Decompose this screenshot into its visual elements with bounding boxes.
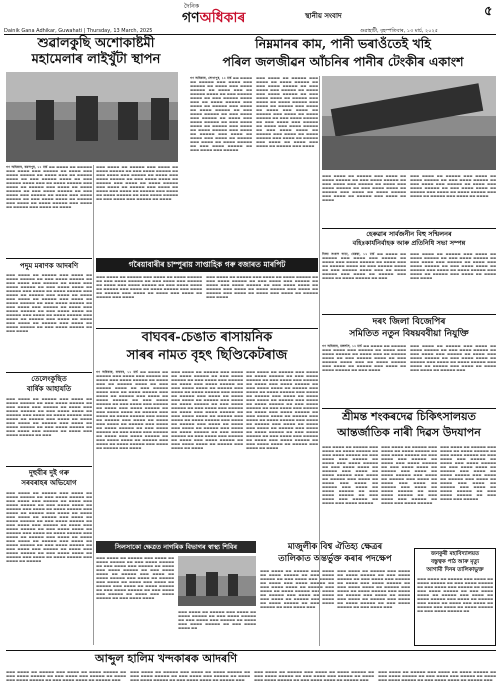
story5-headline-line2: সাৰৰ নামত বৃহৎ ছিণ্ডিকেটৰাজ <box>126 348 288 363</box>
section-name: স্থানীয় সংবাদ <box>305 12 342 20</box>
story2-headline-line2: পৰিল জলজীৱন আঁচনিৰ পানীৰ টেংকীৰ একাংশ <box>222 54 464 69</box>
side1-top-rule <box>6 258 92 259</box>
page-number: ৫ <box>484 4 493 19</box>
side3-headline-line1: দুহুবীৰ দুই গৰু <box>28 468 70 477</box>
story2-photo <box>322 76 496 170</box>
story4-body-col1: ▬▬▬ ▬▬▬▬ ▬▬ ▬▬▬▬▬ ▬▬▬ ▬▬▬▬ ▬▬ ▬▬▬▬ ▬▬▬▬▬ ▬▬ ▬▬▬ ▬▬▬▬ ▬▬▬▬▬ ▬▬ ▬▬▬ ▬▬▬▬ ▬▬▬ ▬▬▬▬▬ ▬▬ ▬▬▬▬ ▬▬▬ ▬▬▬▬ ▬▬▬▬▬ ▬▬ ▬▬▬ ▬▬▬▬ ▬▬▬▬ ▬▬ ▬▬▬▬▬ ▬▬▬ ▬▬▬▬ ▬▬ ▬▬▬▬ ▬▬▬▬▬ ▬▬▬ ▬▬▬▬ ▬▬ ▬▬▬▬▬ ▬▬▬ ▬▬▬▬ ▬▬ ▬▬▬▬ ▬▬▬ ▬▬▬▬ ▬▬ ▬▬▬▬▬ ▬▬▬ ▬▬▬▬ <box>96 275 202 299</box>
story8-photo <box>178 556 256 606</box>
story7-body-col3: ▬▬▬ ▬▬▬▬ ▬▬ ▬▬▬▬▬ ▬▬▬ ▬▬▬▬ ▬▬ ▬▬▬▬ ▬▬▬▬▬ ▬▬ ▬▬▬ ▬▬▬▬ ▬▬▬▬▬ ▬▬ ▬▬▬ ▬▬▬▬ ▬▬▬ ▬▬▬▬▬ ▬▬ ▬▬▬▬ ▬▬▬ ▬▬▬▬ ▬▬▬▬▬ ▬▬ ▬▬▬ ▬▬▬▬ ▬▬▬▬ ▬▬ ▬▬▬▬▬ ▬▬▬ ▬▬▬▬ ▬▬ ▬▬▬▬ ▬▬▬▬▬ ▬▬▬ ▬▬▬▬ ▬▬ ▬▬▬▬▬ ▬▬▬ ▬▬▬▬ ▬▬ ▬▬▬▬ ▬▬▬ ▬▬▬▬ ▬▬ ▬▬▬▬▬ ▬▬▬ ▬▬▬▬ ▬▬ ▬▬▬▬ ▬▬▬▬▬ ▬▬ ▬▬▬ ▬▬▬▬ ▬▬▬▬▬ ▬▬ ▬▬▬ ▬▬▬▬ ▬▬▬ ▬▬▬▬▬ <box>440 445 496 501</box>
story5-body-col3: ▬▬▬ ▬▬▬▬ ▬▬ ▬▬▬▬▬ ▬▬▬ ▬▬▬▬ ▬▬ ▬▬▬▬ ▬▬▬▬▬ ▬▬ ▬▬▬ ▬▬▬▬ ▬▬▬▬▬ ▬▬ ▬▬▬ ▬▬▬▬ ▬▬▬ ▬▬▬▬▬ ▬▬ ▬▬▬▬ ▬▬▬ ▬▬▬▬ ▬▬▬▬▬ ▬▬ ▬▬▬ ▬▬▬▬ ▬▬▬▬ ▬▬ ▬▬▬▬▬ ▬▬▬ ▬▬▬▬ ▬▬ ▬▬▬▬ ▬▬▬▬▬ ▬▬▬ ▬▬▬▬ ▬▬ ▬▬▬▬▬ ▬▬▬ ▬▬▬▬ ▬▬ ▬▬▬▬ ▬▬▬ ▬▬▬▬ ▬▬ ▬▬▬▬▬ ▬▬▬ ▬▬▬▬ ▬▬ ▬▬▬▬ ▬▬▬▬▬ ▬▬ ▬▬▬ ▬▬▬▬ ▬▬▬▬▬ ▬▬ ▬▬▬ ▬▬▬▬ ▬▬▬ ▬▬▬▬▬ ▬▬ ▬▬▬▬ ▬▬▬ ▬▬▬▬ ▬▬▬▬▬ ▬▬ ▬▬▬ ▬▬▬▬ ▬▬▬▬ ▬▬ ▬▬▬▬▬ ▬▬▬ ▬▬▬▬ ▬▬ ▬▬▬▬ ▬▬▬▬▬ ▬▬▬ ▬▬▬▬ ▬▬ ▬▬▬▬▬ ▬▬▬ ▬▬▬▬ ▬▬ ▬▬▬▬ ▬▬▬ ▬▬▬▬ ▬▬ ▬▬▬▬▬ ▬▬▬ ▬▬▬▬ ▬▬ ▬▬▬▬ ▬▬▬▬▬ ▬▬ ▬▬▬ ▬▬▬▬ ▬▬▬▬▬ ▬▬ ▬▬▬ ▬▬▬▬ ▬▬▬ ▬▬▬▬▬ ▬▬ ▬▬▬▬ ▬▬▬ ▬▬▬▬ ▬▬▬▬▬ ▬▬ ▬▬▬ ▬▬▬▬ ▬▬▬▬ ▬▬ ▬▬▬▬▬ ▬▬▬ ▬▬▬▬ ▬▬ ▬▬▬▬ <box>246 370 318 450</box>
side2-body: ▬▬▬ ▬▬▬▬ ▬▬ ▬▬▬▬▬ ▬▬▬ ▬▬▬▬ ▬▬ ▬▬▬▬ ▬▬▬▬▬ ▬▬ ▬▬▬ ▬▬▬▬ ▬▬▬▬▬ ▬▬ ▬▬▬ ▬▬▬▬ ▬▬▬ ▬▬▬▬▬ ▬▬ ▬▬▬▬ ▬▬▬ ▬▬▬▬ ▬▬▬▬▬ ▬▬ ▬▬▬ ▬▬▬▬ ▬▬▬▬ ▬▬ ▬▬▬▬▬ ▬▬▬ ▬▬▬▬ ▬▬ ▬▬▬▬ ▬▬▬▬▬ ▬▬▬ ▬▬▬▬ ▬▬ ▬▬▬▬▬ ▬▬▬ ▬▬▬▬ ▬▬ ▬▬▬▬ ▬▬▬ ▬▬▬▬ ▬▬ ▬▬▬▬▬ ▬▬▬ ▬▬▬▬ ▬▬ ▬▬▬▬ ▬▬▬▬▬ ▬▬ ▬▬▬ ▬▬▬▬ ▬▬▬▬▬ ▬▬ ▬▬▬ ▬▬▬▬ ▬▬▬ ▬▬▬▬▬ ▬▬ ▬▬▬▬ ▬▬▬ ▬▬▬▬ ▬▬▬▬▬ ▬▬ ▬▬▬ <box>6 397 92 437</box>
column-rule-1 <box>93 165 94 645</box>
story10-body-col1: ▬▬▬ ▬▬▬▬ ▬▬ ▬▬▬▬▬ ▬▬▬ ▬▬▬▬ ▬▬ ▬▬▬▬ ▬▬▬▬▬ ▬▬ ▬▬▬ ▬▬▬▬ ▬▬▬▬▬ ▬▬ ▬▬▬ ▬▬▬▬ ▬▬▬ ▬▬▬▬▬ ▬▬ ▬▬▬▬ ▬▬▬ ▬▬▬▬ ▬▬▬▬▬ ▬▬ ▬▬▬ ▬▬▬▬ ▬▬▬▬ ▬▬ ▬▬▬▬▬ ▬▬▬ <box>6 670 126 682</box>
story2-body-col3: ▬▬▬ ▬▬▬▬ ▬▬ ▬▬▬▬▬ ▬▬▬ ▬▬▬▬ ▬▬ ▬▬▬▬ ▬▬▬▬▬ ▬▬ ▬▬▬ ▬▬▬▬ ▬▬▬▬▬ ▬▬ ▬▬▬ ▬▬▬▬ ▬▬▬ ▬▬▬▬▬ ▬▬ ▬▬▬▬ ▬▬▬ ▬▬▬▬ ▬▬▬▬▬ ▬▬ ▬▬▬ ▬▬▬▬ ▬▬▬▬ ▬▬ ▬▬▬▬▬ ▬▬▬ ▬▬▬▬ ▬▬ ▬▬▬▬ ▬▬▬▬▬ ▬▬▬ ▬▬▬▬ ▬▬ ▬▬▬▬▬ ▬▬▬ ▬▬▬▬ ▬▬ ▬▬▬▬ <box>322 174 406 202</box>
story10-top-rule <box>6 650 496 651</box>
side1-body: ▬▬▬ ▬▬▬▬ ▬▬ ▬▬▬▬▬ ▬▬▬ ▬▬▬▬ ▬▬ ▬▬▬▬ ▬▬▬▬▬ ▬▬ ▬▬▬ ▬▬▬▬ ▬▬▬▬▬ ▬▬ ▬▬▬ ▬▬▬▬ ▬▬▬ ▬▬▬▬▬ ▬▬ ▬▬▬▬ ▬▬▬ ▬▬▬▬ ▬▬▬▬▬ ▬▬ ▬▬▬ ▬▬▬▬ ▬▬▬▬ ▬▬ ▬▬▬▬▬ ▬▬▬ ▬▬▬▬ ▬▬ ▬▬▬▬ ▬▬▬▬▬ ▬▬▬ ▬▬▬▬ ▬▬ ▬▬▬▬▬ ▬▬▬ ▬▬▬▬ ▬▬ ▬▬▬▬ ▬▬▬ ▬▬▬▬ ▬▬ ▬▬▬▬▬ ▬▬▬ ▬▬▬▬ ▬▬ ▬▬▬▬ ▬▬▬▬▬ ▬▬ ▬▬▬ ▬▬▬▬ ▬▬▬▬▬ ▬▬ ▬▬▬ ▬▬▬▬ ▬▬▬ ▬▬▬▬▬ ▬▬ ▬▬▬▬ ▬▬▬ ▬▬▬▬ ▬▬▬▬▬ ▬▬ ▬▬▬ ▬▬▬▬ ▬▬▬▬ ▬▬ ▬▬▬▬▬ ▬▬▬ ▬▬▬▬ ▬▬ ▬▬▬▬ ▬▬▬▬▬ ▬▬▬ ▬▬▬▬ ▬▬ ▬▬▬▬▬ ▬▬▬ ▬▬▬▬ ▬▬ ▬▬▬▬ ▬▬▬ ▬▬▬▬ ▬▬ ▬▬▬▬▬ ▬▬▬ ▬▬▬▬ ▬▬ ▬▬▬▬ ▬▬▬▬▬ ▬▬ ▬▬▬ ▬▬▬▬ ▬▬▬▬▬ ▬▬ ▬▬▬ ▬▬▬▬ <box>6 273 92 333</box>
story7-body-col2: ▬▬▬ ▬▬▬▬ ▬▬ ▬▬▬▬▬ ▬▬▬ ▬▬▬▬ ▬▬ ▬▬▬▬ ▬▬▬▬▬ ▬▬ ▬▬▬ ▬▬▬▬ ▬▬▬▬▬ ▬▬ ▬▬▬ ▬▬▬▬ ▬▬▬ ▬▬▬▬▬ ▬▬ ▬▬▬▬ ▬▬▬ ▬▬▬▬ ▬▬▬▬▬ ▬▬ ▬▬▬ ▬▬▬▬ ▬▬▬▬ ▬▬ ▬▬▬▬▬ ▬▬▬ ▬▬▬▬ ▬▬ ▬▬▬▬ ▬▬▬▬▬ ▬▬▬ ▬▬▬▬ ▬▬ ▬▬▬▬▬ ▬▬▬ ▬▬▬▬ ▬▬ ▬▬▬▬ ▬▬▬ ▬▬▬▬ ▬▬ ▬▬▬▬▬ ▬▬▬ ▬▬▬▬ ▬▬ ▬▬▬▬ ▬▬▬▬▬ ▬▬ ▬▬▬ ▬▬▬▬ ▬▬▬▬▬ ▬▬ ▬▬▬ ▬▬▬▬ ▬▬▬ ▬▬▬▬▬ ▬▬ ▬▬▬▬ ▬▬▬ ▬▬▬▬ ▬▬▬▬▬ <box>381 445 437 505</box>
masthead-rule <box>4 34 496 35</box>
story10-body-col4: ▬▬▬ ▬▬▬▬ ▬▬ ▬▬▬▬▬ ▬▬▬ ▬▬▬▬ ▬▬ ▬▬▬▬ ▬▬▬▬▬ ▬▬ ▬▬▬ ▬▬▬▬ ▬▬▬▬▬ ▬▬ ▬▬▬ ▬▬▬▬ ▬▬▬ ▬▬▬▬▬ ▬▬ ▬▬▬▬ ▬▬▬ ▬▬▬▬ ▬▬▬▬▬ ▬▬ ▬▬▬ ▬▬▬▬ ▬▬▬▬ ▬▬ ▬▬▬▬▬ ▬▬▬ <box>378 670 496 682</box>
story2-headline-line1: নিম্নমানৰ কাম, পানী ভৰাওঁতেই খহি <box>255 36 431 51</box>
side4-body: ▬▬▬ ▬▬▬▬ ▬▬ ▬▬▬▬▬ ▬▬▬ ▬▬▬▬ ▬▬ ▬▬▬▬ ▬▬▬▬▬ ▬▬ ▬▬▬ ▬▬▬▬ ▬▬▬▬▬ ▬▬ ▬▬▬ ▬▬▬▬ ▬▬▬ ▬▬▬▬▬ ▬▬ ▬▬▬▬ ▬▬▬ ▬▬▬▬ ▬▬▬▬▬ ▬▬ ▬▬▬ ▬▬▬▬ ▬▬▬▬ ▬▬ ▬▬▬▬▬ ▬▬▬ ▬▬▬▬ ▬▬ ▬▬▬▬ ▬▬▬▬▬ ▬▬▬ ▬▬▬▬ ▬▬ ▬▬▬▬▬ ▬▬▬ ▬▬▬▬ ▬▬ ▬▬▬▬ ▬▬▬ ▬▬▬▬ ▬▬ ▬▬▬▬▬ ▬▬▬ ▬▬▬▬ ▬▬ ▬▬▬▬ ▬▬▬▬▬ ▬▬ ▬▬▬ ▬▬▬▬ ▬▬▬▬▬ ▬▬ <box>417 577 493 613</box>
story6-body-col1: গণ অধিকাৰ, মঙ্গলদৈ, ১২ মাৰ্চ ▬▬ ▬▬▬▬ ▬▬ ▬▬▬▬▬ ▬▬▬ ▬▬▬▬ ▬▬▬ ▬▬▬▬▬ ▬▬ ▬▬▬▬ ▬▬▬ ▬▬▬▬ ▬▬▬▬▬ ▬▬ ▬▬▬▬ ▬▬▬ ▬▬ ▬▬▬▬▬ ▬▬▬▬ ▬▬ ▬▬▬ ▬▬▬▬▬ ▬▬▬▬ ▬▬ ▬▬▬ ▬▬▬▬▬ ▬▬▬▬ ▬▬▬ ▬▬ ▬▬▬▬ ▬▬▬▬▬ ▬▬▬ ▬▬▬▬ ▬▬ ▬▬▬▬▬ ▬▬▬ ▬▬▬▬ ▬▬ ▬▬▬▬ ▬▬▬▬▬ ▬▬ ▬▬▬ ▬▬▬▬ <box>322 344 406 372</box>
side2-headline-line2: বাৰ্ষিক আহাযতি <box>26 384 72 393</box>
side1-headline: পদুম মৰাণক আদৰণি <box>19 261 79 270</box>
story1-headline-line2: মহামেলাৰ লাইখুঁটা স্থাপন <box>31 52 161 67</box>
story1-body: গণ অধিকাৰ, কমলপুৰ, ১২ মাৰ্চ ▬▬ ▬▬▬▬ ▬▬ ▬▬▬▬▬ ▬▬▬ ▬▬▬▬ ▬▬▬ ▬▬▬▬▬ ▬▬ ▬▬▬▬ ▬▬▬ ▬▬▬▬ ▬▬▬▬▬ ▬▬ ▬▬▬▬ ▬▬▬ ▬▬ ▬▬▬▬▬ ▬▬▬▬ ▬▬ ▬▬▬ ▬▬▬▬▬ ▬▬▬▬ ▬▬ ▬▬▬ ▬▬▬▬▬ ▬▬▬▬ ▬▬▬ ▬▬ ▬▬▬▬ ▬▬▬▬▬ ▬▬▬ ▬▬▬▬ ▬▬ ▬▬▬▬▬ ▬▬▬ ▬▬▬▬ ▬▬ ▬▬▬▬ ▬▬▬▬▬ ▬▬ ▬▬▬ ▬▬▬▬ ▬▬▬▬▬ ▬▬ ▬▬▬ ▬▬▬▬ ▬▬▬ ▬▬▬▬▬ ▬▬ ▬▬▬▬ ▬▬▬ ▬▬▬▬ ▬▬▬▬▬ ▬▬ ▬▬▬ ▬▬▬▬ ▬▬▬▬ ▬▬ ▬▬▬▬▬ ▬▬▬ ▬▬▬▬ ▬▬ ▬▬▬▬ ▬▬▬▬▬ ▬▬▬ ▬▬▬▬ ▬▬ ▬▬▬▬▬ ▬▬▬ ▬▬▬▬ ▬▬ ▬▬▬▬ <box>6 165 92 209</box>
story2-body-col2: ▬▬▬ ▬▬▬▬ ▬▬ ▬▬▬▬▬ ▬▬▬ ▬▬▬▬ ▬▬ ▬▬▬▬ ▬▬▬▬▬ ▬▬ ▬▬▬ ▬▬▬▬ ▬▬▬▬▬ ▬▬ ▬▬▬ ▬▬▬▬ ▬▬▬ ▬▬▬▬▬ ▬▬ ▬▬▬▬ ▬▬▬ ▬▬▬▬ ▬▬▬▬▬ ▬▬ ▬▬▬ ▬▬▬▬ ▬▬▬▬ ▬▬ ▬▬▬▬▬ ▬▬▬ ▬▬▬▬ ▬▬ ▬▬▬▬ ▬▬▬▬▬ ▬▬▬ ▬▬▬▬ ▬▬ ▬▬▬▬▬ ▬▬▬ ▬▬▬▬ ▬▬ ▬▬▬▬ ▬▬▬ ▬▬▬▬ ▬▬ ▬▬▬▬▬ ▬▬▬ ▬▬▬▬ ▬▬ ▬▬▬▬ ▬▬▬▬▬ ▬▬ ▬▬▬ ▬▬▬▬ ▬▬▬▬▬ ▬▬ ▬▬▬ ▬▬▬▬ ▬▬▬ ▬▬▬▬▬ ▬▬ ▬▬▬▬ ▬▬▬ ▬▬▬▬ ▬▬▬▬▬ ▬▬ ▬▬▬ ▬▬▬▬ ▬▬▬▬ ▬▬ ▬▬▬▬▬ ▬▬▬ ▬▬▬▬ ▬▬ ▬▬▬▬ ▬▬▬▬▬ ▬▬▬ ▬▬▬▬ ▬▬ ▬▬▬▬▬ ▬▬▬ ▬▬▬▬ ▬▬ ▬▬▬▬ ▬▬▬ ▬▬▬▬ ▬▬ ▬▬▬▬▬ ▬▬▬ ▬▬▬▬ <box>256 76 318 148</box>
publication-prefix: দৈনিক <box>184 3 200 10</box>
story8-headline-banner: সিলসাকো ক্ষেত্ৰত নাগৰিক বিভাগৰ স্বাস্থ্য শিবিৰ <box>96 541 256 553</box>
story3-byline: নিজা সংবাদ দাতা, হেৰুৱা, ১২ মাৰ্চ <box>322 252 375 256</box>
story7-body-col1: ▬▬▬ ▬▬▬▬ ▬▬ ▬▬▬▬▬ ▬▬▬ ▬▬▬▬ ▬▬ ▬▬▬▬ ▬▬▬▬▬ ▬▬ ▬▬▬ ▬▬▬▬ ▬▬▬▬▬ ▬▬ ▬▬▬ ▬▬▬▬ ▬▬▬ ▬▬▬▬▬ ▬▬ ▬▬▬▬ ▬▬▬ ▬▬▬▬ ▬▬▬▬▬ ▬▬ ▬▬▬ ▬▬▬▬ ▬▬▬▬ ▬▬ ▬▬▬▬▬ ▬▬▬ ▬▬▬▬ ▬▬ ▬▬▬▬ ▬▬▬▬▬ ▬▬▬ ▬▬▬▬ ▬▬ ▬▬▬▬▬ ▬▬▬ ▬▬▬▬ ▬▬ ▬▬▬▬ ▬▬▬ ▬▬▬▬ ▬▬ ▬▬▬▬▬ ▬▬▬ ▬▬▬▬ ▬▬ ▬▬▬▬ ▬▬▬▬▬ ▬▬ ▬▬▬ ▬▬▬▬ ▬▬▬▬▬ ▬▬ ▬▬▬ ▬▬▬▬ ▬▬▬ ▬▬▬▬▬ ▬▬ ▬▬▬▬ ▬▬▬ ▬▬▬▬ ▬▬▬▬▬ <box>322 445 378 505</box>
story2-body-col1: গণ অধিকাৰ, সোণাপুৰ, ১২ মাৰ্চ ▬▬ ▬▬▬▬ ▬▬ ▬▬▬▬▬ ▬▬▬ ▬▬▬▬ ▬▬▬ ▬▬▬▬▬ ▬▬ ▬▬▬▬ ▬▬▬ ▬▬▬▬ ▬▬▬▬▬ ▬▬ ▬▬▬▬ ▬▬▬ ▬▬ ▬▬▬▬▬ ▬▬▬▬ ▬▬ ▬▬▬ ▬▬▬▬▬ ▬▬▬▬ ▬▬ ▬▬▬ ▬▬▬▬▬ ▬▬▬▬ ▬▬▬ ▬▬ ▬▬▬▬ ▬▬▬▬▬ ▬▬▬ ▬▬▬▬ ▬▬ ▬▬▬▬▬ ▬▬▬ ▬▬▬▬ ▬▬ ▬▬▬▬ ▬▬▬▬▬ ▬▬ ▬▬▬ ▬▬▬▬ ▬▬▬▬▬ ▬▬ ▬▬▬ ▬▬▬▬ ▬▬▬ ▬▬▬▬▬ ▬▬ ▬▬▬▬ ▬▬▬ ▬▬▬▬ ▬▬▬▬▬ ▬▬ ▬▬▬ ▬▬▬▬ ▬▬▬▬ ▬▬ ▬▬▬▬▬ ▬▬▬ ▬▬▬▬ ▬▬ ▬▬▬▬ ▬▬▬▬▬ ▬▬▬ ▬▬▬▬ ▬▬ ▬▬▬▬▬ ▬▬▬ ▬▬▬▬ ▬▬ ▬▬▬▬ ▬▬▬ ▬▬▬▬ ▬▬ ▬▬▬▬▬ ▬▬▬ ▬▬▬▬ ▬▬ ▬▬▬▬ ▬▬▬▬▬ ▬▬ ▬▬▬ ▬▬▬▬ ▬▬▬▬▬ ▬▬ ▬▬▬ ▬▬▬▬ ▬▬▬ ▬▬▬▬▬ <box>190 76 252 152</box>
side2-headline-line1: তেলেংকুছিত <box>31 374 67 383</box>
story8-body-col1: ▬▬▬ ▬▬▬▬ ▬▬ ▬▬▬▬▬ ▬▬▬ ▬▬▬▬ ▬▬ ▬▬▬▬ ▬▬▬▬▬ ▬▬ ▬▬▬ ▬▬▬▬ ▬▬▬▬▬ ▬▬ ▬▬▬ ▬▬▬▬ ▬▬▬ ▬▬▬▬▬ ▬▬ ▬▬▬▬ ▬▬▬ ▬▬▬▬ ▬▬▬▬▬ ▬▬ ▬▬▬ ▬▬▬▬ ▬▬▬▬ ▬▬ ▬▬▬▬▬ ▬▬▬ ▬▬▬▬ ▬▬ ▬▬▬▬ ▬▬▬▬▬ ▬▬▬ ▬▬▬▬ ▬▬ ▬▬▬▬▬ ▬▬▬ ▬▬▬▬ ▬▬ ▬▬▬▬ ▬▬▬ ▬▬▬▬ ▬▬ ▬▬▬▬▬ ▬▬▬ ▬▬▬▬ ▬▬ ▬▬▬▬ ▬▬▬▬▬ ▬▬ ▬▬▬ ▬▬▬▬ ▬▬▬▬▬ ▬▬ ▬▬▬ ▬▬▬▬ ▬▬▬ ▬▬▬▬▬ ▬▬ ▬▬▬▬ ▬▬▬ ▬▬▬▬ ▬▬▬▬▬ ▬▬ ▬▬▬ ▬▬▬▬ ▬▬▬▬ <box>96 556 174 600</box>
story1-headline-line1: শুৱালকুছি অশোকাষ্টমী <box>37 36 155 51</box>
story3-top-rule <box>322 228 496 229</box>
story5-body-col2: ▬▬▬ ▬▬▬▬ ▬▬ ▬▬▬▬▬ ▬▬▬ ▬▬▬▬ ▬▬ ▬▬▬▬ ▬▬▬▬▬ ▬▬ ▬▬▬ ▬▬▬▬ ▬▬▬▬▬ ▬▬ ▬▬▬ ▬▬▬▬ ▬▬▬ ▬▬▬▬▬ ▬▬ ▬▬▬▬ ▬▬▬ ▬▬▬▬ ▬▬▬▬▬ ▬▬ ▬▬▬ ▬▬▬▬ ▬▬▬▬ ▬▬ ▬▬▬▬▬ ▬▬▬ ▬▬▬▬ ▬▬ ▬▬▬▬ ▬▬▬▬▬ ▬▬▬ ▬▬▬▬ ▬▬ ▬▬▬▬▬ ▬▬▬ ▬▬▬▬ ▬▬ ▬▬▬▬ ▬▬▬ ▬▬▬▬ ▬▬ ▬▬▬▬▬ ▬▬▬ ▬▬▬▬ ▬▬ ▬▬▬▬ ▬▬▬▬▬ ▬▬ ▬▬▬ ▬▬▬▬ ▬▬▬▬▬ ▬▬ ▬▬▬ ▬▬▬▬ ▬▬▬ ▬▬▬▬▬ ▬▬ ▬▬▬▬ ▬▬▬ ▬▬▬▬ ▬▬▬▬▬ ▬▬ ▬▬▬ ▬▬▬▬ ▬▬▬▬ ▬▬ ▬▬▬▬▬ ▬▬▬ ▬▬▬▬ ▬▬ ▬▬▬▬ ▬▬▬▬▬ ▬▬▬ ▬▬▬▬ ▬▬ ▬▬▬▬▬ ▬▬▬ ▬▬▬▬ ▬▬ ▬▬▬▬ ▬▬▬ ▬▬▬▬ ▬▬ ▬▬▬▬▬ ▬▬▬ ▬▬▬▬ ▬▬ ▬▬▬▬ ▬▬▬▬▬ ▬▬ ▬▬▬ ▬▬▬▬ ▬▬▬▬▬ ▬▬ ▬▬▬ ▬▬▬▬ ▬▬▬ ▬▬▬▬▬ ▬▬ ▬▬▬▬ ▬▬▬ ▬▬▬▬ ▬▬▬▬▬ ▬▬ ▬▬▬ ▬▬▬▬ ▬▬▬▬ ▬▬ ▬▬▬▬▬ ▬▬▬ ▬▬▬▬ ▬▬ ▬▬▬▬ <box>171 370 243 450</box>
story6-headline-line1: দৰং জিলা বিজেপিৰ <box>372 317 446 327</box>
side4-headline-line3: আগামী দিনৰ তালিকাভুক্ত <box>426 567 484 573</box>
side3-top-rule <box>6 466 92 467</box>
story9-headline-line1: মাজুলীক বিশ্ব ঐতিহ্য ক্ষেত্ৰৰ <box>287 542 383 552</box>
story7-headline-line1: শ্ৰীমন্ত শংকৰদেৱ চিকিৎসালয়ত <box>342 410 476 423</box>
story3-headline-line1: হেৰুৱাৰ সাৰ্বজনীন বিহু সন্মিলনৰ <box>366 230 452 238</box>
publication-name <box>182 6 245 30</box>
story1-body-col2: ▬▬▬ ▬▬▬▬ ▬▬ ▬▬▬▬▬ ▬▬▬ ▬▬▬▬ ▬▬ ▬▬▬▬ ▬▬▬▬▬ ▬▬ ▬▬▬ ▬▬▬▬ ▬▬▬▬▬ ▬▬ ▬▬▬ ▬▬▬▬ ▬▬▬ ▬▬▬▬▬ ▬▬ ▬▬▬▬ ▬▬▬ ▬▬▬▬ ▬▬▬▬▬ ▬▬ ▬▬▬ ▬▬▬▬ ▬▬▬▬ ▬▬ ▬▬▬▬▬ ▬▬▬ ▬▬▬▬ ▬▬ ▬▬▬▬ ▬▬▬▬▬ ▬▬▬ ▬▬▬▬ ▬▬ ▬▬▬▬▬ ▬▬▬ ▬▬▬▬ ▬▬ ▬▬▬▬ ▬▬▬ ▬▬▬▬ ▬▬ ▬▬▬▬▬ ▬▬▬ ▬▬▬▬ ▬▬ ▬▬▬▬ ▬▬▬▬▬ ▬▬ ▬▬▬ ▬▬▬▬ ▬▬▬▬▬ ▬▬ ▬▬▬ ▬▬▬▬ ▬▬▬ ▬▬▬▬▬ ▬▬ ▬▬▬▬ <box>96 165 178 201</box>
story9-body-col2: ▬▬▬ ▬▬▬▬ ▬▬ ▬▬▬▬▬ ▬▬▬ ▬▬▬▬ ▬▬ ▬▬▬▬ ▬▬▬▬▬ ▬▬ ▬▬▬ ▬▬▬▬ ▬▬▬▬▬ ▬▬ ▬▬▬ ▬▬▬▬ ▬▬▬ ▬▬▬▬▬ ▬▬ ▬▬▬▬ ▬▬▬ ▬▬▬▬ ▬▬▬▬▬ ▬▬ ▬▬▬ ▬▬▬▬ ▬▬▬▬ ▬▬ ▬▬▬▬▬ ▬▬▬ ▬▬▬▬ ▬▬ ▬▬▬▬ ▬▬▬▬▬ ▬▬▬ ▬▬▬▬ ▬▬ ▬▬▬▬▬ ▬▬▬ ▬▬▬▬ ▬▬ ▬▬▬▬ ▬▬▬ ▬▬▬▬ ▬▬ ▬▬▬▬▬ ▬▬▬ ▬▬▬▬ ▬▬ ▬▬▬▬ ▬▬▬▬▬ ▬▬ ▬▬▬ ▬▬▬▬ ▬▬▬▬▬ ▬▬ ▬▬▬ ▬▬▬▬ ▬▬▬ <box>337 569 410 609</box>
story6-headline-line2: সমিতিত নতুন বিষয়ববীয়া নিযুক্তি <box>349 329 469 339</box>
story5-top-rule <box>96 328 318 329</box>
publication-name-part-a: গণ <box>182 10 200 26</box>
story4-headline-banner: গৰৈয়াবাৰীৰ চাম্পুৰায় সাপ্তাহিক গৰু বজাৰত মাৰপিট <box>96 258 318 272</box>
side3-headline-line2: সৰবৰাহৰ অভিযোগ <box>21 478 77 487</box>
dateline-assamese: গুৱাহাটী, বৃহস্পতিবাৰ, ১৩ মাৰ্চ, ২০২৫ <box>360 28 438 34</box>
story7-headline-line2: আন্তৰ্জাতিক নাৰী দিৱস উদযাপন <box>337 426 481 439</box>
story3-body-col2: ▬▬▬ ▬▬▬▬ ▬▬ ▬▬▬▬▬ ▬▬▬ ▬▬▬▬ ▬▬ ▬▬▬▬ ▬▬▬▬▬ ▬▬ ▬▬▬ ▬▬▬▬ ▬▬▬▬▬ ▬▬ ▬▬▬ ▬▬▬▬ ▬▬▬ ▬▬▬▬▬ ▬▬ ▬▬▬▬ ▬▬▬ ▬▬▬▬ ▬▬▬▬▬ ▬▬ ▬▬▬ ▬▬▬▬ ▬▬▬▬ ▬▬ ▬▬▬▬▬ ▬▬▬ ▬▬▬▬ ▬▬ ▬▬▬▬ ▬▬▬▬▬ ▬▬▬ ▬▬▬▬ ▬▬ ▬▬▬▬▬ ▬▬▬ ▬▬▬▬ ▬▬ ▬▬▬▬ ▬▬▬ ▬▬▬▬ <box>410 252 496 280</box>
story6-top-rule <box>322 314 496 315</box>
story1-photo <box>6 72 178 162</box>
side4-headline-line2: বস্তুত্বক পাঠ আৰু মৃত্যু <box>430 559 480 565</box>
story5-byline: গণ অধিকাৰ, বাঘবৰ, ১২ মাৰ্চ <box>96 370 138 374</box>
story6-body-col2: ▬▬▬ ▬▬▬▬ ▬▬ ▬▬▬▬▬ ▬▬▬ ▬▬▬▬ ▬▬ ▬▬▬▬ ▬▬▬▬▬ ▬▬ ▬▬▬ ▬▬▬▬ ▬▬▬▬▬ ▬▬ ▬▬▬ ▬▬▬▬ ▬▬▬ ▬▬▬▬▬ ▬▬ ▬▬▬▬ ▬▬▬ ▬▬▬▬ ▬▬▬▬▬ ▬▬ ▬▬▬ ▬▬▬▬ ▬▬▬▬ ▬▬ ▬▬▬▬▬ ▬▬▬ ▬▬▬▬ ▬▬ ▬▬▬▬ ▬▬▬▬▬ ▬▬▬ ▬▬▬▬ ▬▬ ▬▬▬▬▬ ▬▬▬ ▬▬▬▬ ▬▬ ▬▬▬▬ ▬▬▬ ▬▬▬▬ ▬▬ ▬▬▬▬▬ ▬▬▬ <box>410 344 496 372</box>
story1-byline: গণ অধিকাৰ, কমলপুৰ, ১২ মাৰ্চ <box>6 165 48 169</box>
story10-headline: আব্দুল হালিম খন্দকাৰক আদৰণি <box>94 652 238 665</box>
column-rule-2 <box>319 76 320 646</box>
story7-top-rule <box>322 408 496 409</box>
publication-name-part-b: অধিকাৰ <box>199 10 246 26</box>
masthead <box>0 0 500 26</box>
story5-body-col1: গণ অধিকাৰ, বাঘবৰ, ১২ মাৰ্চ ▬▬ ▬▬▬▬ ▬▬ ▬▬▬▬▬ ▬▬▬ ▬▬▬▬ ▬▬▬ ▬▬▬▬▬ ▬▬ ▬▬▬▬ ▬▬▬ ▬▬▬▬ ▬▬▬▬▬ ▬▬ ▬▬▬▬ ▬▬▬ ▬▬ ▬▬▬▬▬ ▬▬▬▬ ▬▬ ▬▬▬ ▬▬▬▬▬ ▬▬▬▬ ▬▬ ▬▬▬ ▬▬▬▬▬ ▬▬▬▬ ▬▬▬ ▬▬ ▬▬▬▬ ▬▬▬▬▬ ▬▬▬ ▬▬▬▬ ▬▬ ▬▬▬▬▬ ▬▬▬ ▬▬▬▬ ▬▬ ▬▬▬▬ ▬▬▬▬▬ ▬▬ ▬▬▬ ▬▬▬▬ ▬▬▬▬▬ ▬▬ ▬▬▬ ▬▬▬▬ ▬▬▬ ▬▬▬▬▬ ▬▬ ▬▬▬▬ ▬▬▬ ▬▬▬▬ ▬▬▬▬▬ ▬▬ ▬▬▬ ▬▬▬▬ ▬▬▬▬ ▬▬ ▬▬▬▬▬ ▬▬▬ ▬▬▬▬ ▬▬ ▬▬▬▬ ▬▬▬▬▬ ▬▬▬ ▬▬▬▬ ▬▬ ▬▬▬▬▬ ▬▬▬ ▬▬▬▬ ▬▬ ▬▬▬▬ ▬▬▬ ▬▬▬▬ ▬▬ ▬▬▬▬▬ ▬▬▬ ▬▬▬▬ ▬▬ ▬▬▬▬ ▬▬▬▬▬ ▬▬ ▬▬▬ ▬▬▬▬ ▬▬▬▬▬ ▬▬ ▬▬▬ ▬▬▬▬ ▬▬▬ ▬▬▬▬▬ ▬▬ ▬▬▬▬ ▬▬▬ ▬▬▬▬ ▬▬▬▬▬ ▬▬ ▬▬▬ ▬▬▬▬ ▬▬▬▬ ▬▬ ▬▬▬▬▬ ▬▬▬ ▬▬▬▬ ▬▬ ▬▬▬▬ ▬▬▬▬▬ ▬▬▬ ▬▬▬▬ ▬▬ ▬▬▬▬▬ ▬▬▬ ▬▬▬▬ <box>96 370 168 450</box>
story9-headline-line2: তালিকাত অন্তৰ্ভুক্ত কৰাৰ পদক্ষেপ <box>278 554 392 564</box>
story3-body-col1: নিজা সংবাদ দাতা, হেৰুৱা, ১২ মাৰ্চ ▬▬ ▬▬▬▬ ▬▬ ▬▬▬▬▬ ▬▬▬ ▬▬▬▬ ▬▬▬ ▬▬▬▬▬ ▬▬ ▬▬▬▬ ▬▬▬ ▬▬▬▬ ▬▬▬▬▬ ▬▬ ▬▬▬▬ ▬▬▬ ▬▬ ▬▬▬▬▬ ▬▬▬▬ ▬▬ ▬▬▬ ▬▬▬▬▬ ▬▬▬▬ ▬▬ ▬▬▬ ▬▬▬▬▬ ▬▬▬▬ ▬▬▬ ▬▬ ▬▬▬▬ ▬▬▬▬▬ ▬▬▬ ▬▬▬▬ ▬▬ ▬▬▬▬▬ ▬▬▬ ▬▬▬▬ ▬▬ ▬▬▬▬ ▬▬▬▬▬ ▬▬ ▬▬▬ <box>322 252 406 280</box>
side3-body: ▬▬▬ ▬▬▬▬ ▬▬ ▬▬▬▬▬ ▬▬▬ ▬▬▬▬ ▬▬ ▬▬▬▬ ▬▬▬▬▬ ▬▬ ▬▬▬ ▬▬▬▬ ▬▬▬▬▬ ▬▬ ▬▬▬ ▬▬▬▬ ▬▬▬ ▬▬▬▬▬ ▬▬ ▬▬▬▬ ▬▬▬ ▬▬▬▬ ▬▬▬▬▬ ▬▬ ▬▬▬ ▬▬▬▬ ▬▬▬▬ ▬▬ ▬▬▬▬▬ ▬▬▬ ▬▬▬▬ ▬▬ ▬▬▬▬ ▬▬▬▬▬ ▬▬▬ ▬▬▬▬ ▬▬ ▬▬▬▬▬ ▬▬▬ ▬▬▬▬ ▬▬ ▬▬▬▬ ▬▬▬ ▬▬▬▬ ▬▬ ▬▬▬▬▬ ▬▬▬ ▬▬▬▬ ▬▬ ▬▬▬▬ ▬▬▬▬▬ ▬▬ ▬▬▬ ▬▬▬▬ ▬▬▬▬▬ ▬▬ ▬▬▬ ▬▬▬▬ ▬▬▬ ▬▬▬▬▬ ▬▬ ▬▬▬▬ ▬▬▬ ▬▬▬▬ ▬▬▬▬▬ ▬▬ ▬▬▬ ▬▬▬▬ ▬▬▬▬ ▬▬ ▬▬▬▬▬ ▬▬▬ ▬▬▬▬ ▬▬ ▬▬▬▬ ▬▬▬▬▬ ▬▬▬ ▬▬▬▬ ▬▬ ▬▬▬▬▬ ▬▬▬ ▬▬▬▬ ▬▬ ▬▬▬▬ ▬▬▬ ▬▬▬▬ ▬▬ ▬▬▬▬▬ ▬▬▬ ▬▬▬▬ ▬▬ ▬▬▬▬ ▬▬▬▬▬ ▬▬ ▬▬▬ ▬▬▬▬ ▬▬▬▬▬ ▬▬ ▬▬▬ ▬▬▬▬ ▬▬▬ ▬▬▬▬▬ ▬▬ ▬▬▬▬ ▬▬▬ ▬▬▬▬ ▬▬▬▬▬ ▬▬ ▬▬▬ ▬▬▬▬ ▬▬▬▬ ▬▬ ▬▬▬▬▬ ▬▬▬ ▬▬▬▬ ▬▬ ▬▬▬▬ ▬▬▬▬▬ ▬▬▬ ▬▬▬▬ ▬▬ ▬▬▬▬▬ <box>6 491 92 563</box>
story8-body-col2: ▬▬▬ ▬▬▬▬ ▬▬ ▬▬▬▬▬ ▬▬▬ ▬▬▬▬ ▬▬ ▬▬▬▬ ▬▬▬▬▬ ▬▬ ▬▬▬ ▬▬▬▬ ▬▬▬▬▬ ▬▬ ▬▬▬ ▬▬▬▬ ▬▬▬ ▬▬▬▬▬ ▬▬ ▬▬▬▬ ▬▬▬ ▬▬▬▬ ▬▬▬▬▬ ▬▬ ▬▬▬ ▬▬▬▬ ▬▬▬▬ ▬▬ <box>178 610 256 630</box>
story10-body-col2: ▬▬▬ ▬▬▬▬ ▬▬ ▬▬▬▬▬ ▬▬▬ ▬▬▬▬ ▬▬ ▬▬▬▬ ▬▬▬▬▬ ▬▬ ▬▬▬ ▬▬▬▬ ▬▬▬▬▬ ▬▬ ▬▬▬ ▬▬▬▬ ▬▬▬ ▬▬▬▬▬ ▬▬ ▬▬▬▬ ▬▬▬ ▬▬▬▬ ▬▬▬▬▬ ▬▬ ▬▬▬ ▬▬▬▬ ▬▬▬▬ ▬▬ ▬▬▬▬▬ ▬▬▬ <box>130 670 250 682</box>
story5-headline-line1: বাঘবৰ-চেঙাত ৰাসায়নিক <box>141 330 273 345</box>
side4-headline-line1: জনকুৰী মহাবিদ্যালয়ত <box>430 551 480 557</box>
story2-byline: গণ অধিকাৰ, সোণাপুৰ, ১২ মাৰ্চ <box>190 76 232 80</box>
story2-body-col4: ▬▬▬ ▬▬▬▬ ▬▬ ▬▬▬▬▬ ▬▬▬ ▬▬▬▬ ▬▬ ▬▬▬▬ ▬▬▬▬▬ ▬▬ ▬▬▬ ▬▬▬▬ ▬▬▬▬▬ ▬▬ ▬▬▬ ▬▬▬▬ ▬▬▬ ▬▬▬▬▬ ▬▬ ▬▬▬▬ ▬▬▬ ▬▬▬▬ ▬▬▬▬▬ ▬▬ ▬▬▬ ▬▬▬▬ ▬▬▬▬ ▬▬ ▬▬▬▬▬ ▬▬▬ ▬▬▬▬ ▬▬ ▬▬▬▬ ▬▬▬▬▬ ▬▬▬ ▬▬▬▬ ▬▬ ▬▬▬▬▬ ▬▬▬ ▬▬▬▬ ▬▬ ▬▬▬▬ <box>410 174 496 198</box>
story6-byline: গণ অধিকাৰ, মঙ্গলদৈ, ১২ মাৰ্চ <box>322 344 362 348</box>
story10-body-col3: ▬▬▬ ▬▬▬▬ ▬▬ ▬▬▬▬▬ ▬▬▬ ▬▬▬▬ ▬▬ ▬▬▬▬ ▬▬▬▬▬ ▬▬ ▬▬▬ ▬▬▬▬ ▬▬▬▬▬ ▬▬ ▬▬▬ ▬▬▬▬ ▬▬▬ ▬▬▬▬▬ ▬▬ ▬▬▬▬ ▬▬▬ ▬▬▬▬ ▬▬▬▬▬ ▬▬ ▬▬▬ ▬▬▬▬ ▬▬▬▬ ▬▬ ▬▬▬▬▬ ▬▬▬ <box>254 670 374 682</box>
side2-top-rule <box>6 372 92 373</box>
story9-body-col1: ▬▬▬ ▬▬▬▬ ▬▬ ▬▬▬▬▬ ▬▬▬ ▬▬▬▬ ▬▬ ▬▬▬▬ ▬▬▬▬▬ ▬▬ ▬▬▬ ▬▬▬▬ ▬▬▬▬▬ ▬▬ ▬▬▬ ▬▬▬▬ ▬▬▬ ▬▬▬▬▬ ▬▬ ▬▬▬▬ ▬▬▬ ▬▬▬▬ ▬▬▬▬▬ ▬▬ ▬▬▬ ▬▬▬▬ ▬▬▬▬ ▬▬ ▬▬▬▬▬ ▬▬▬ ▬▬▬▬ ▬▬ ▬▬▬▬ ▬▬▬▬▬ ▬▬▬ ▬▬▬▬ ▬▬ ▬▬▬▬▬ ▬▬▬ ▬▬▬▬ ▬▬ ▬▬▬▬ ▬▬▬ ▬▬▬▬ ▬▬ ▬▬▬▬▬ ▬▬▬ ▬▬▬▬ ▬▬ ▬▬▬▬ ▬▬▬▬▬ ▬▬ ▬▬▬ ▬▬▬▬ ▬▬▬▬▬ ▬▬ ▬▬▬ ▬▬▬▬ ▬▬▬ <box>260 569 334 609</box>
dateline-english: Dainik Gana Adhikar, Guwahati | Thursday, 13 March, 2025 <box>4 28 153 34</box>
story3-headline-line2: বহিঃকাৰ্যনিৰ্বাহক আৰু প্ৰতিনিধি সভা সম্পন্ন <box>352 239 466 247</box>
story4-body-col2: ▬▬▬ ▬▬▬▬ ▬▬ ▬▬▬▬▬ ▬▬▬ ▬▬▬▬ ▬▬ ▬▬▬▬ ▬▬▬▬▬ ▬▬ ▬▬▬ ▬▬▬▬ ▬▬▬▬▬ ▬▬ ▬▬▬ ▬▬▬▬ ▬▬▬ ▬▬▬▬▬ ▬▬ ▬▬▬▬ ▬▬▬ ▬▬▬▬ ▬▬▬▬▬ ▬▬ ▬▬▬ ▬▬▬▬ ▬▬▬▬ ▬▬ ▬▬▬▬▬ ▬▬▬ ▬▬▬▬ ▬▬ ▬▬▬▬ ▬▬▬▬▬ ▬▬▬ ▬▬▬▬ ▬▬ ▬▬▬▬▬ ▬▬▬ ▬▬▬▬ ▬▬ ▬▬▬▬ ▬▬▬ ▬▬▬▬ ▬▬ ▬▬▬▬▬ ▬▬▬ ▬▬▬▬ <box>206 275 318 299</box>
